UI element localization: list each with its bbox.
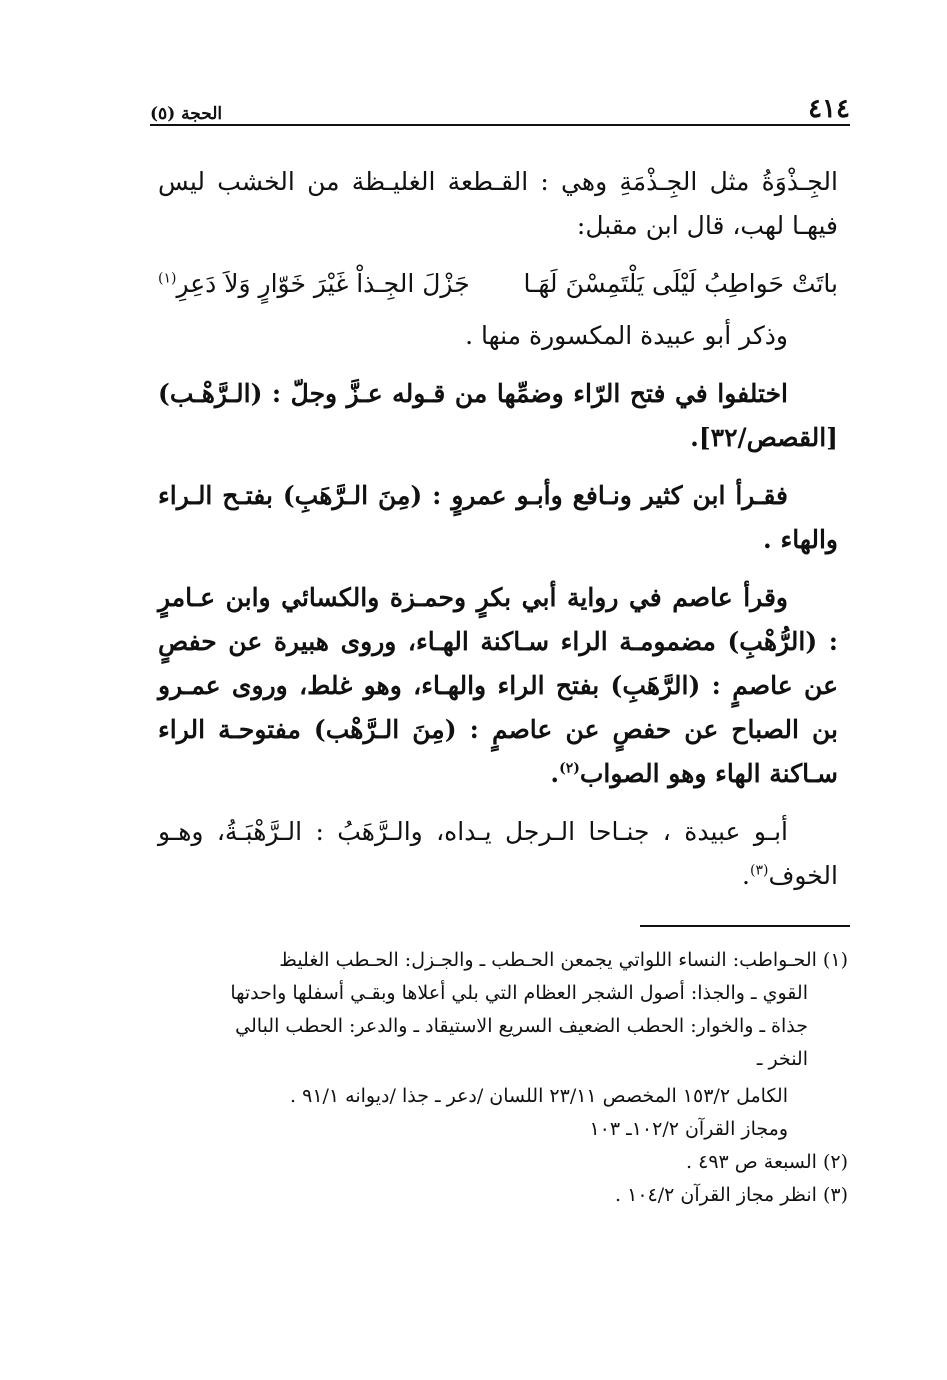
paragraph-jidhwa: الجِـذْوَةُ مثل الجِـذْمَةِ وهي : القـطعة الغليـظة من الخشب ليس فيهـا لهب، قال ابن مقبل: — [158, 167, 838, 240]
paragraph-qiraa-ibn-kathir: فقـرأ ابن كثير ونـافع وأبـو عمروٍ : (مِنَ الـرَّهَبِ) بفتـح الـراء والهاء . — [158, 481, 838, 554]
footnotes — [158, 944, 848, 1212]
paragraph-abu-ubayda-2: أبـو عبيدة ، جنـاحا الـرجل يـداه، والـرَّهَبُ : الـرَّهْبَـةُ، وهـو الخوف$^{(٣)}$. — [158, 817, 838, 890]
footnote-1-line: جذاة ـ والخوار: الحطب الضعيف السريع الاستيقاد ـ والدعر: الحطب البالي — [235, 1015, 808, 1037]
page-number: ٤١٤ — [808, 94, 850, 124]
footnote-ref-1: (١) — [158, 270, 177, 287]
verse-first-hemistich: باتَتْ حَواطِبُ لَيْلَى يَلْتَمِسْنَ لَهَـا — [523, 269, 838, 298]
footnote-separator — [640, 925, 850, 927]
paragraph-ikhtilaf: اختلفوا في فتح الرّاء وضمِّها من قـوله عـزَّ وجلّ : (الـرَّهْـب) [القصص/٣٢]. — [158, 379, 838, 452]
verse-second-hemistich: جَزْلَ الجِـذاْ غَيْرَ خَوّارٍ وَلاَ دَعِرِ$^{(١)}$ — [158, 269, 470, 298]
footnote-2: (٢) السبعة ص ٤٩٣ . — [686, 1151, 848, 1173]
footnote-ref-3: (٣) — [750, 862, 769, 879]
main-text — [158, 160, 838, 912]
footnote-1-sources: الكامل ١٥٣/٢ المخصص ٢٣/١١ اللسان /دعر ـ جذا /ديوانه ٩١/١ . — [290, 1085, 788, 1107]
footnote-1-line: النخر ـ — [756, 1048, 808, 1070]
header-rule — [150, 124, 850, 126]
poetry-verse — [158, 262, 838, 306]
paragraph-qiraa-asim: وقرأ عاصم في رواية أبي بكرٍ وحمـزة والكسائي وابن عـامرٍ : (الرُّهْبِ) مضمومـة الراء سـاكنة الهـاء، وروى هبيرة عن حفصٍ عن عاصمٍ : (الرَّهَبِ) بفتح الراء والهـاء، وهو غلط، وروى عمـرو بن الصباح عن حفصٍ عن عاصمٍ : (مِنَ الـرَّهْب) مفتوحـة الراء سـاكنة الهاء وهو الصواب$^{(٢)}$. — [158, 583, 838, 788]
book-title: الحجة (٥) — [150, 104, 223, 124]
footnote-3: (٣) انظر مجاز القرآن ١٠٤/٢ . — [615, 1184, 848, 1206]
footnote-1-sources: ومجاز القرآن ١٠٢/٢ـ ١٠٣ — [589, 1118, 788, 1140]
footnote-1-line: (١) الحـواطب: النساء اللواتي يجمعن الحـطب ـ والجـزل: الحـطب الغليظ — [279, 949, 848, 971]
footnote-1-line: القوي ـ والجذا: أصول الشجر العظام التي بلي أعلاها وبقـي أسفلها واحدتها — [230, 982, 808, 1004]
footnote-ref-2: (٢) — [559, 760, 580, 777]
running-head — [150, 92, 850, 124]
paragraph-abu-ubayda-1: وذكر أبو عبيدة المكسورة منها . — [465, 321, 788, 350]
